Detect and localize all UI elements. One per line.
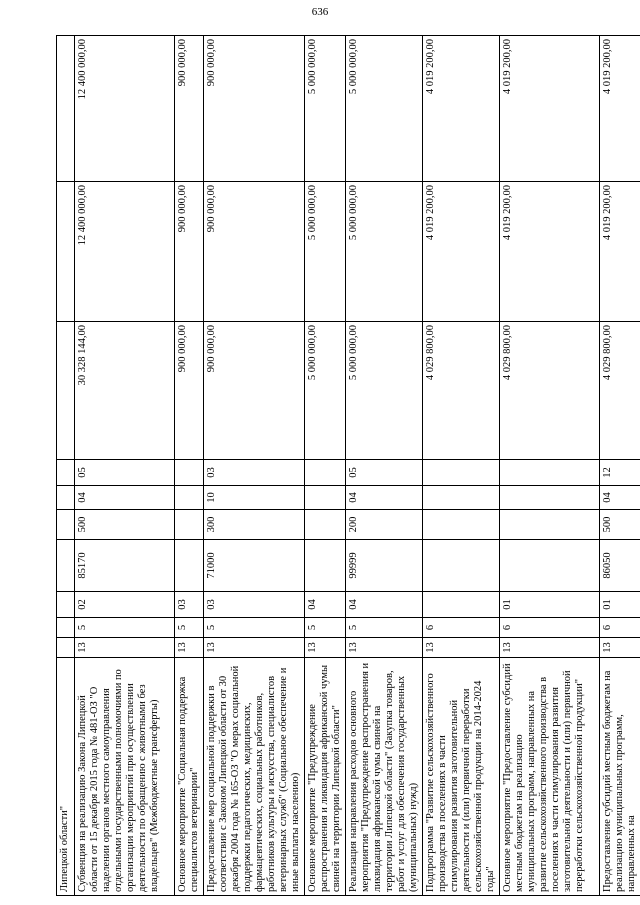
- code-osn: 03: [204, 592, 305, 618]
- code-napr: 85170: [75, 540, 175, 592]
- code-razdel: 04: [600, 486, 640, 510]
- code-razdel: 04: [75, 486, 175, 510]
- code-podrazdel: [57, 460, 75, 486]
- code-podprog: 5: [75, 618, 175, 638]
- table-row: [204, 36, 305, 896]
- code-vid: 500: [75, 510, 175, 540]
- value-col-2: [57, 182, 75, 322]
- code-podrazdel: [175, 460, 204, 486]
- row-name: Основное мероприятие "Предупреждение распространения и ликвидация африканской чумы свиней на территории Липецкой области": [305, 658, 346, 896]
- value-col-1: 5 000 000,00: [346, 322, 423, 460]
- code-razdel: 04: [346, 486, 423, 510]
- code-podprog: 5: [204, 618, 305, 638]
- value-col-2: 900 000,00: [204, 182, 305, 322]
- code-vid: 500: [600, 510, 640, 540]
- code-podprog: 6: [500, 618, 600, 638]
- code-razdel: [423, 486, 500, 510]
- code-napr: [175, 540, 204, 592]
- code-napr: 71000: [204, 540, 305, 592]
- code-osn: 01: [600, 592, 640, 618]
- value-col-1: 900 000,00: [175, 322, 204, 460]
- value-col-3: 900 000,00: [204, 36, 305, 182]
- row-name: Подпрограмма "Развитие сельскохозяйственного производства в поселениях в части стимулирования развития заготовительной деятельности и (или) первичной переработки сельскохозяйственной продукции на 2014-2024 годы": [423, 658, 500, 896]
- value-col-1: [57, 322, 75, 460]
- row-name: Основное мероприятие "Социальная поддержка специалистов ветеринарии": [175, 658, 204, 896]
- value-col-1: 5 000 000,00: [305, 322, 346, 460]
- code-glava: 13: [423, 638, 500, 658]
- code-vid: [500, 510, 600, 540]
- table-row: [175, 36, 204, 896]
- value-col-3: 4 019 200,00: [500, 36, 600, 182]
- table-row: [305, 36, 346, 896]
- value-col-2: 4 019 200,00: [500, 182, 600, 322]
- row-name: Реализация направления расходов основного мероприятия "Предупреждение распространения и ликвидация африканской чумы свиней на территории Липецкой области" (Закупка товаров, работ и услуг для обеспечения государственных (муниципальных) нужд): [346, 658, 423, 896]
- table-row: [500, 36, 600, 896]
- budget-table: [56, 35, 640, 896]
- code-podrazdel: [500, 460, 600, 486]
- code-razdel: [175, 486, 204, 510]
- value-col-1: 4 029 800,00: [423, 322, 500, 460]
- code-podrazdel: [305, 460, 346, 486]
- table-row: [346, 36, 423, 896]
- value-col-3: 900 000,00: [175, 36, 204, 182]
- code-glava: [57, 638, 75, 658]
- code-osn: [57, 592, 75, 618]
- row-name: Липецкой области": [57, 658, 75, 896]
- row-name: Основное мероприятие "Предоставление субсидий местным бюджетам на реализацию муниципальных программ, направленных на развитие сельскохозяйственного производства в поселениях в части стимулирования развития заготовительной деятельности и (или) первичной переработки сельскохозяйственной продукции": [500, 658, 600, 896]
- row-name: Предоставление субсидий местным бюджетам на реализацию муниципальных программ, направленных на: [600, 658, 640, 896]
- value-col-1: 30 328 144,00: [75, 322, 175, 460]
- row-name: Предоставление мер социальной поддержки в соответствии с Законом Липецкой области от 30 декабря 2004 года № 165-ОЗ "О мерах социальной поддержки педагогических, медицинских, фармацевтических, социальных работников, работников культуры и искусства, специалистов ветеринарных служб" (Социальное обеспечение и иные выплаты населению): [204, 658, 305, 896]
- value-col-3: 5 000 000,00: [346, 36, 423, 182]
- table-row: [423, 36, 500, 896]
- code-vid: [57, 510, 75, 540]
- value-col-3: [57, 36, 75, 182]
- code-napr: [305, 540, 346, 592]
- code-napr: 99999: [346, 540, 423, 592]
- code-glava: 13: [600, 638, 640, 658]
- value-col-2: 4 019 200,00: [600, 182, 640, 322]
- code-glava: 13: [175, 638, 204, 658]
- code-razdel: 10: [204, 486, 305, 510]
- code-podprog: 5: [346, 618, 423, 638]
- table-row: [57, 36, 75, 896]
- value-col-2: 5 000 000,00: [305, 182, 346, 322]
- code-podrazdel: [423, 460, 500, 486]
- code-osn: 04: [305, 592, 346, 618]
- value-col-1: 900 000,00: [204, 322, 305, 460]
- code-podprog: 6: [423, 618, 500, 638]
- code-osn: [423, 592, 500, 618]
- code-glava: 13: [346, 638, 423, 658]
- code-vid: [423, 510, 500, 540]
- code-osn: 04: [346, 592, 423, 618]
- code-napr: [423, 540, 500, 592]
- table-row: [75, 36, 175, 896]
- value-col-3: 12 400 000,00: [75, 36, 175, 182]
- value-col-3: 4 019 200,00: [423, 36, 500, 182]
- code-osn: 03: [175, 592, 204, 618]
- code-podrazdel: 05: [75, 460, 175, 486]
- code-podprog: 6: [600, 618, 640, 638]
- code-podrazdel: 05: [346, 460, 423, 486]
- code-podprog: 5: [175, 618, 204, 638]
- code-razdel: [500, 486, 600, 510]
- code-razdel: [57, 486, 75, 510]
- code-vid: 300: [204, 510, 305, 540]
- value-col-3: 4 019 200,00: [600, 36, 640, 182]
- code-osn: 02: [75, 592, 175, 618]
- value-col-3: 5 000 000,00: [305, 36, 346, 182]
- code-vid: [305, 510, 346, 540]
- row-name: Субвенция на реализацию Закона Липецкой области от 15 декабря 2015 года № 481-ОЗ "О наделении органов местного самоуправления отдельными государственными полномочиями по организации мероприятий при осуществлении деятельности по обращению с животными без владельцев" (Межбюджетные трансферты): [75, 658, 175, 896]
- value-col-2: 5 000 000,00: [346, 182, 423, 322]
- code-glava: 13: [75, 638, 175, 658]
- table-row: [600, 36, 640, 896]
- code-napr: [500, 540, 600, 592]
- code-podrazdel: 03: [204, 460, 305, 486]
- code-glava: 13: [500, 638, 600, 658]
- page-number: 636: [311, 6, 329, 18]
- value-col-1: 4 029 800,00: [600, 322, 640, 460]
- code-vid: 200: [346, 510, 423, 540]
- code-glava: 13: [204, 638, 305, 658]
- code-napr: [57, 540, 75, 592]
- code-glava: 13: [305, 638, 346, 658]
- value-col-2: 12 400 000,00: [75, 182, 175, 322]
- code-osn: 01: [500, 592, 600, 618]
- value-col-2: 900 000,00: [175, 182, 204, 322]
- code-podrazdel: 12: [600, 460, 640, 486]
- value-col-2: 4 019 200,00: [423, 182, 500, 322]
- code-vid: [175, 510, 204, 540]
- code-podprog: [57, 618, 75, 638]
- value-col-1: 4 029 800,00: [500, 322, 600, 460]
- budget-table-rotated: [56, 36, 637, 896]
- code-razdel: [305, 486, 346, 510]
- code-podprog: 5: [305, 618, 346, 638]
- code-napr: 86050: [600, 540, 640, 592]
